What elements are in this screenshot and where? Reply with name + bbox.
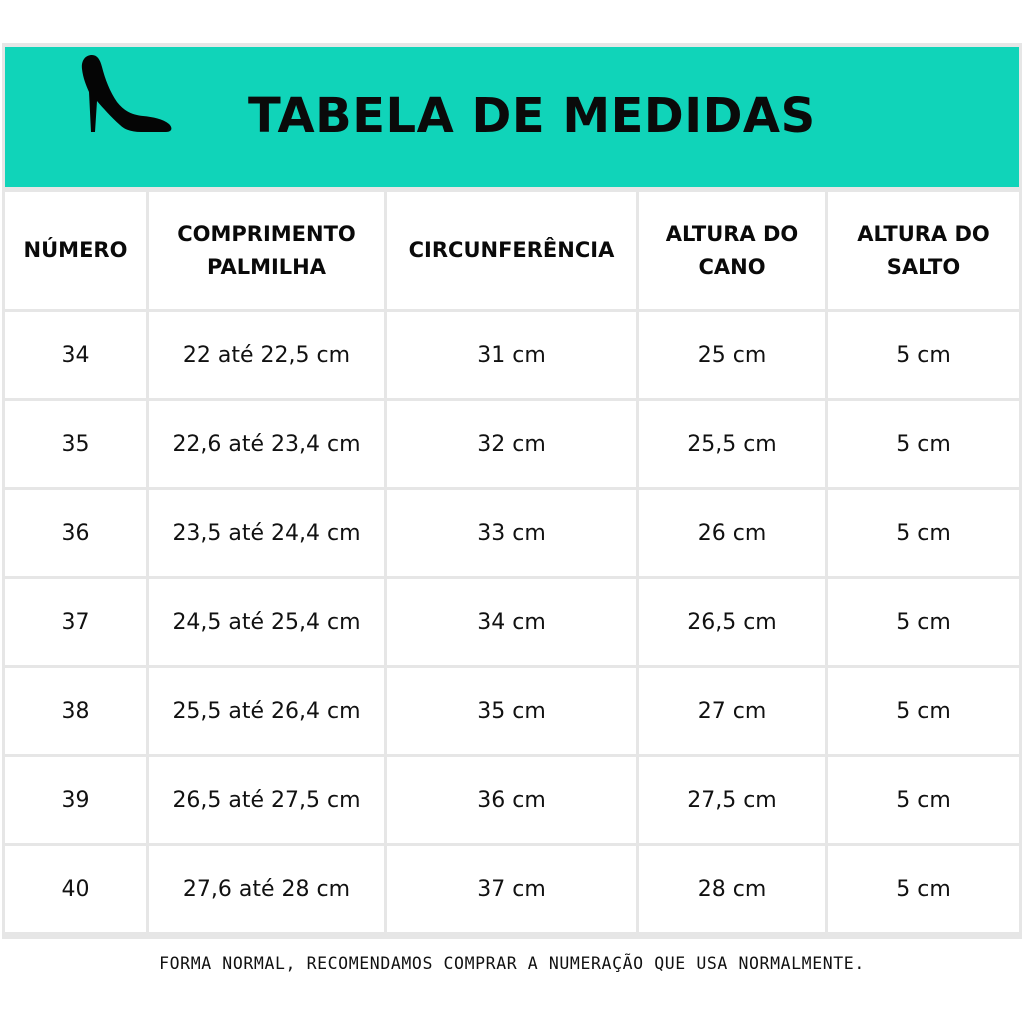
header-altura-cano <box>639 192 825 309</box>
header-numero <box>5 192 146 309</box>
table-cell-circunferencia: 34 cm <box>387 579 636 665</box>
footer-note: FORMA NORMAL, RECOMENDAMOS COMPRAR A NUMERAÇÃO QUE USA NORMALMENTE. <box>159 954 865 973</box>
header-altura-salto <box>828 192 1019 309</box>
table-cell-circunferencia: 36 cm <box>387 757 636 843</box>
table-cell-altura-cano: 28 cm <box>639 846 825 932</box>
header-label-line: PALMILHA <box>206 254 327 279</box>
table-cell-altura-salto: 5 cm <box>828 757 1019 843</box>
header-label-line: NÚMERO <box>23 238 128 262</box>
table-cell-numero: 37 <box>5 579 146 665</box>
table-cell-comprimento: 26,5 até 27,5 cm <box>149 757 384 843</box>
table-cell-numero: 35 <box>5 401 146 487</box>
table-cell-numero: 38 <box>5 668 146 754</box>
table-cell-altura-cano: 27,5 cm <box>639 757 825 843</box>
header-comprimento-palmilha <box>149 192 384 309</box>
table-cell-altura-salto: 5 cm <box>828 490 1019 576</box>
header-label-line: ALTURA DO <box>857 221 990 246</box>
table-cell-altura-salto: 5 cm <box>828 401 1019 487</box>
table-cell-comprimento: 24,5 até 25,4 cm <box>149 579 384 665</box>
header-label-line: COMPRIMENTO <box>177 221 356 246</box>
table-cell-numero: 34 <box>5 312 146 398</box>
page-title: TABELA DE MEDIDAS <box>248 88 816 144</box>
header-label-line: CANO <box>698 254 766 279</box>
table-cell-numero: 39 <box>5 757 146 843</box>
table-cell-altura-cano: 26 cm <box>639 490 825 576</box>
table-cell-altura-salto: 5 cm <box>828 312 1019 398</box>
table-cell-circunferencia: 37 cm <box>387 846 636 932</box>
size-table <box>5 192 1019 936</box>
table-cell-circunferencia: 33 cm <box>387 490 636 576</box>
table-cell-altura-salto: 5 cm <box>828 579 1019 665</box>
header-label-line: ALTURA DO <box>665 221 799 246</box>
table-cell-circunferencia: 35 cm <box>387 668 636 754</box>
table-cell-altura-salto: 5 cm <box>828 668 1019 754</box>
table-cell-circunferencia: 31 cm <box>387 312 636 398</box>
table-cell-altura-salto: 5 cm <box>828 846 1019 932</box>
table-cell-altura-cano: 25,5 cm <box>639 401 825 487</box>
header-label-line: CIRCUNFERÊNCIA <box>408 238 615 262</box>
header-circunferencia <box>387 192 636 309</box>
high-heel-shoe-icon <box>78 52 173 134</box>
table-cell-circunferencia: 32 cm <box>387 401 636 487</box>
table-cell-numero: 36 <box>5 490 146 576</box>
table-cell-altura-cano: 27 cm <box>639 668 825 754</box>
table-cell-comprimento: 22,6 até 23,4 cm <box>149 401 384 487</box>
table-cell-comprimento: 22 até 22,5 cm <box>149 312 384 398</box>
table-cell-comprimento: 25,5 até 26,4 cm <box>149 668 384 754</box>
table-cell-altura-cano: 26,5 cm <box>639 579 825 665</box>
header-label-line: SALTO <box>886 254 961 279</box>
table-cell-comprimento: 27,6 até 28 cm <box>149 846 384 932</box>
table-cell-altura-cano: 25 cm <box>639 312 825 398</box>
table-cell-numero: 40 <box>5 846 146 932</box>
table-cell-comprimento: 23,5 até 24,4 cm <box>149 490 384 576</box>
